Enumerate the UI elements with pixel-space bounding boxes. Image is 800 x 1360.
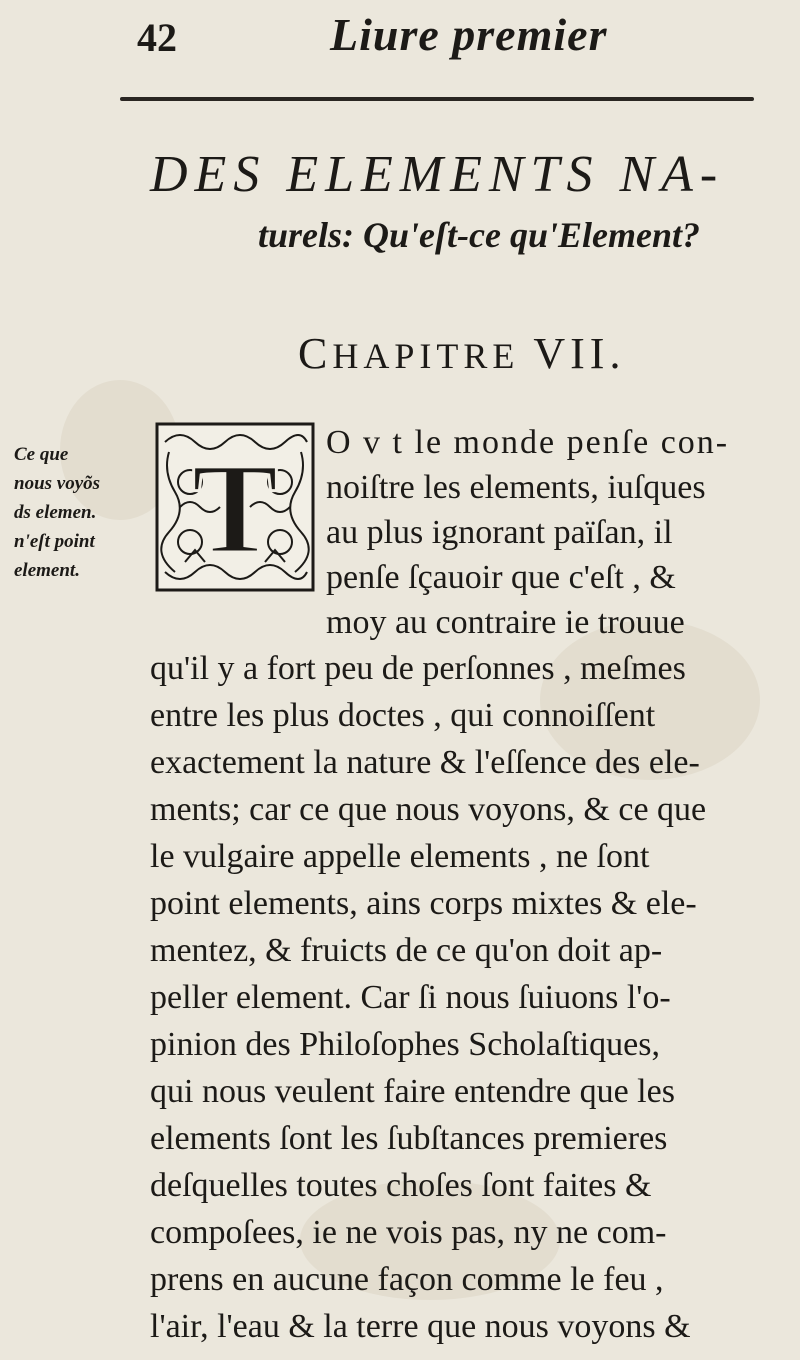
chapter-prefix: C — [298, 329, 333, 378]
page-number: 42 — [137, 15, 177, 60]
body-line: ments; car ce que nous voyons, & ce que — [150, 791, 707, 828]
body-line: point elements, ains corps mixtes & ele- — [150, 885, 697, 922]
header-rule — [120, 97, 754, 101]
marginal-note-line: nous voyõs — [14, 473, 101, 494]
marginal-note-line: ds elemen. — [14, 502, 97, 523]
body-line: prens en aucune façon comme le feu , — [150, 1261, 664, 1298]
body-line: pinion des Philoſophes Scholaſtiques, — [150, 1026, 660, 1063]
body-line: elements ſont les ſubſtances premieres — [150, 1120, 668, 1157]
initial-letter: T — [191, 437, 279, 581]
body-line: au plus ignorant païſan, il — [326, 514, 673, 551]
marginal-note-line: element. — [14, 560, 80, 581]
body-line: penſe ſçauoir que c'eſt , & — [326, 559, 676, 596]
body-line: deſquelles toutes choſes ſont faites & — [150, 1167, 652, 1204]
marginal-note-line: n'eſt point — [14, 531, 95, 552]
body-line: qu'il y a fort peu de perſonnes , meſmes — [150, 650, 686, 687]
first-word: O v t — [326, 424, 404, 461]
body-line: entre les plus doctes , qui connoiſſent — [150, 697, 656, 734]
body-line: peller element. Car ſi nous ſuiuons l'o- — [150, 979, 671, 1016]
body-text: le monde penſe con- — [414, 424, 730, 461]
chapter-number: VII. — [533, 329, 626, 378]
body-line: noiſtre les elements, iuſques — [326, 469, 706, 506]
body-line: le vulgaire appelle elements , ne ſont — [150, 838, 650, 875]
body-line — [326, 419, 729, 466]
body-line: compoſees, ie ne vois pas, ny ne com- — [150, 1214, 667, 1251]
running-title: Liure premier — [330, 9, 608, 60]
chapter-word: HAPITRE — [332, 336, 534, 376]
body-line: l'air, l'eau & la terre que nous voyons & — [150, 1308, 691, 1345]
body-line: mentez, & fruicts de ce qu'on doit ap- — [150, 932, 663, 969]
body-line: exactement la nature & l'eſſence des ele- — [150, 744, 700, 781]
chapter-heading — [298, 328, 625, 379]
section-title-line-1: DES ELEMENTS NA- — [150, 146, 725, 203]
marginal-note-line: Ce que — [14, 444, 69, 465]
section-title-line-2: turels: Qu'eſt-ce qu'Element? — [258, 215, 700, 255]
body-line: moy au contraire ie trouue — [326, 604, 685, 641]
running-header — [0, 6, 800, 66]
body-line: qui nous veulent faire entendre que les — [150, 1073, 675, 1110]
decorated-initial-icon — [155, 422, 315, 592]
marginal-note — [14, 440, 148, 585]
